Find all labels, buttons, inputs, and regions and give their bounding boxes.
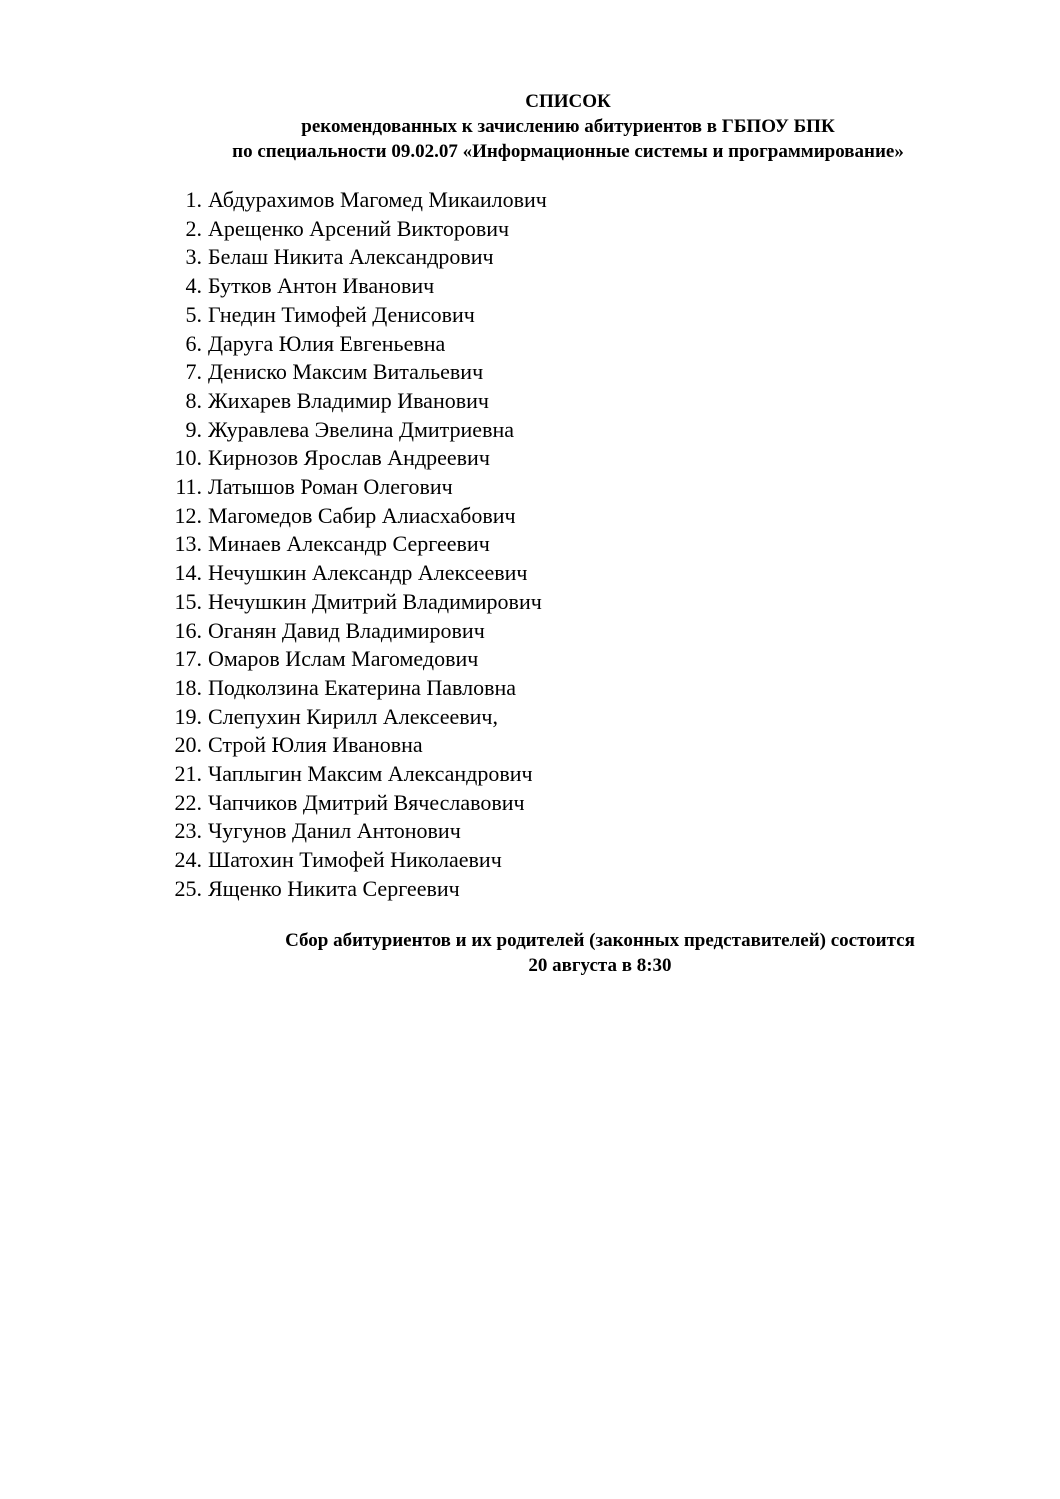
- list-item: [160, 645, 547, 674]
- list-item: [160, 617, 547, 646]
- list-item: [160, 703, 547, 732]
- list-item-number: 12.: [174, 502, 202, 528]
- meeting-announcement: Сбор абитуриентов и их родителей (законных представителей) состоится: [285, 930, 915, 951]
- list-item-number: 4.: [185, 273, 202, 299]
- applicant-name: Нечушкин Александр Алексеевич: [208, 560, 528, 586]
- list-item: [160, 358, 547, 387]
- list-item: [160, 789, 547, 818]
- applicant-name: Дениско Максим Витальевич: [208, 359, 484, 385]
- meeting-date-time: 20 августа в 8:30: [528, 955, 672, 976]
- list-item: [160, 875, 547, 904]
- list-item-number: 23.: [174, 818, 202, 844]
- applicant-name: Оганян Давид Владимирович: [208, 617, 485, 643]
- list-item: [160, 272, 547, 301]
- document-subtitle-line-2: по специальности 09.02.07 «Информационные системы и программирование»: [232, 141, 904, 162]
- applicant-name: Белаш Никита Александрович: [208, 244, 494, 270]
- applicant-name: Арещенко Арсений Викторович: [208, 215, 510, 241]
- list-item-number: 20.: [174, 732, 202, 758]
- applicant-name: Слепухин Кирилл Алексеевич,: [208, 703, 498, 729]
- list-item-number: 3.: [185, 244, 202, 270]
- list-item-number: 10.: [174, 445, 202, 471]
- applicant-name: Жихарев Владимир Иванович: [208, 387, 489, 413]
- applicant-name: Латышов Роман Олегович: [208, 474, 453, 500]
- document-title: СПИСОК: [525, 91, 611, 112]
- list-item: [160, 731, 547, 760]
- document-header: [0, 89, 1060, 164]
- applicant-name: Магомедов Сабир Алиасхабович: [208, 502, 516, 528]
- applicant-name: Минаев Александр Сергеевич: [208, 531, 490, 557]
- applicant-name: Кирнозов Ярослав Андреевич: [208, 445, 490, 471]
- applicant-name: Чаплыгин Максим Александрович: [208, 761, 533, 787]
- applicant-name: Чапчиков Дмитрий Вячеславович: [208, 789, 525, 815]
- applicant-name: Строй Юлия Ивановна: [208, 732, 423, 758]
- list-item: [160, 215, 547, 244]
- list-item: [160, 301, 547, 330]
- list-item: [160, 502, 547, 531]
- document-footer: [0, 928, 1060, 978]
- list-item-number: 24.: [174, 847, 202, 873]
- list-item: [160, 186, 547, 215]
- list-item: [160, 530, 547, 559]
- list-item: [160, 559, 547, 588]
- document-subtitle-line-1: рекомендованных к зачислению абитуриентов в ГБПОУ БПК: [301, 116, 835, 137]
- list-item-number: 16.: [174, 617, 202, 643]
- list-item: [160, 846, 547, 875]
- list-item-number: 18.: [174, 674, 202, 700]
- list-item-number: 14.: [174, 560, 202, 586]
- applicant-name: Журавлева Эвелина Дмитриевна: [208, 416, 514, 442]
- applicant-name: Гнедин Тимофей Денисович: [208, 301, 475, 327]
- list-item-number: 5.: [185, 301, 202, 327]
- list-item: [160, 416, 547, 445]
- applicant-name: Подколзина Екатерина Павловна: [208, 674, 517, 700]
- list-item-number: 7.: [185, 359, 202, 385]
- list-item-number: 9.: [185, 416, 202, 442]
- applicant-name: Шатохин Тимофей Николаевич: [208, 847, 502, 873]
- applicant-name: Чугунов Данил Антонович: [208, 818, 461, 844]
- list-item-number: 19.: [174, 703, 202, 729]
- list-item: [160, 674, 547, 703]
- list-item-number: 6.: [185, 330, 202, 356]
- applicant-name: Бутков Антон Иванович: [208, 273, 435, 299]
- list-item-number: 21.: [174, 761, 202, 787]
- list-item-number: 13.: [174, 531, 202, 557]
- list-item-number: 25.: [174, 875, 202, 901]
- applicant-name: Ященко Никита Сергеевич: [208, 875, 460, 901]
- list-item: [160, 817, 547, 846]
- applicant-name: Даруга Юлия Евгеньевна: [208, 330, 446, 356]
- list-item-number: 22.: [174, 789, 202, 815]
- list-item-number: 15.: [174, 588, 202, 614]
- list-item-number: 8.: [185, 387, 202, 413]
- applicant-list: [160, 186, 547, 904]
- list-item: [160, 588, 547, 617]
- list-item: [160, 243, 547, 272]
- list-item: [160, 330, 547, 359]
- list-item: [160, 444, 547, 473]
- list-item: [160, 473, 547, 502]
- applicant-name: Абдурахимов Магомед Микаилович: [208, 187, 547, 212]
- applicant-name: Нечушкин Дмитрий Владимирович: [208, 588, 542, 614]
- list-item-number: 17.: [174, 646, 202, 672]
- list-item: [160, 760, 547, 789]
- list-item: [160, 387, 547, 416]
- list-item-number: 2.: [185, 215, 202, 241]
- applicant-name: Омаров Ислам Магомедович: [208, 646, 479, 672]
- list-item-number: 1.: [185, 187, 202, 212]
- list-item-number: 11.: [175, 474, 202, 500]
